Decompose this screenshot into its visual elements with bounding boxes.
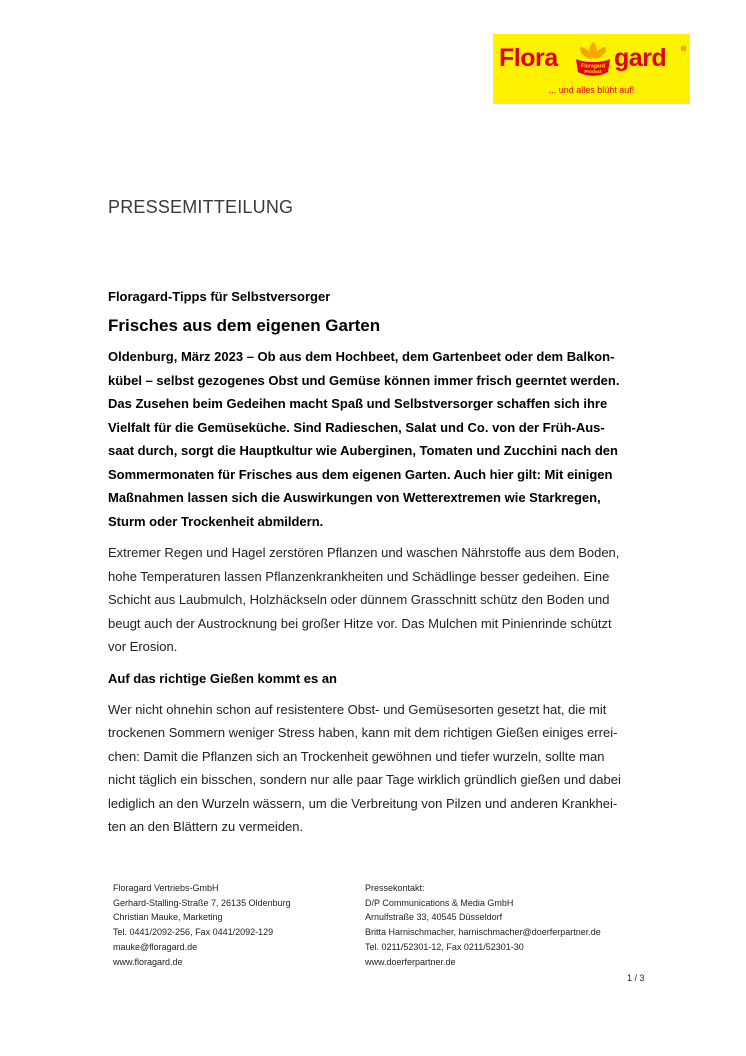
paragraph-line: vor Erosion. — [108, 639, 178, 654]
footer-email: mauke@floragard.de — [113, 941, 198, 952]
document-type-heading: PRESSEMITTEILUNG — [108, 197, 294, 217]
paragraph-line: chen: Damit die Pflanzen sich an Trockenheit gewöhnen und tiefer wurzeln, sollte man — [108, 748, 605, 764]
paragraph-line: Wer nicht ohnehin schon auf resistentere Obst- und Gemüsesorten gesetzt hat, die mit — [108, 701, 607, 717]
lead-line: Maßnahmen lassen sich die Auswirkungen von Wetterextremen wie Starkregen, — [108, 490, 601, 505]
footer-line: Arnulfstraße 33, 40545 Düsseldorf — [365, 912, 503, 923]
footer-line: Tel. 0211/52301-12, Fax 0211/52301-30 — [365, 941, 524, 952]
paragraph-line: trockenen Sommern weniger Stress haben, kann mit dem richtigen Gießen einiges errei- — [108, 725, 618, 740]
footer-line: D/P Communications & Media GmbH — [365, 897, 514, 908]
footer-press-contact — [365, 881, 601, 969]
article-headline: Frisches aus dem eigenen Garten — [108, 316, 381, 335]
body-paragraph-weather — [108, 541, 643, 659]
footer-company-contact — [113, 881, 291, 969]
lead-line: Oldenburg, März 2023 – Ob aus dem Hochbeet, dem Gartenbeet oder dem Balkon- — [108, 349, 615, 364]
body-paragraph-watering — [108, 698, 643, 839]
article-kicker: Floragard-Tipps für Selbstversorger — [108, 289, 331, 304]
footer-line: Tel. 0441/2092-256, Fax 0441/2092-129 — [113, 927, 274, 938]
floragard-logo — [493, 34, 690, 104]
paragraph-line: hohe Temperaturen lassen Pflanzenkrankheiten und Schädlinge besser gedeihen. Eine — [108, 568, 610, 584]
footer-line: Gerhard-Stalling-Straße 7, 26135 Oldenburg — [113, 897, 291, 908]
footer-line: Pressekontakt: — [365, 883, 425, 893]
registered-mark: ® — [681, 46, 687, 53]
footer-line: Floragard Vertriebs-GmbH — [113, 883, 219, 893]
lead-line: Das Zusehen beim Gedeihen macht Spaß und Selbstversorger schaffen sich ihre — [108, 396, 608, 411]
lead-line: kübel – selbst gezogenes Obst und Gemüse können immer frisch geerntet werden. — [108, 372, 620, 388]
emblem-text-product: Product — [584, 69, 602, 74]
lead-line: Vielfalt für die Gemüseküche. Sind Radieschen, Salat und Co. von der Früh-Aus- — [108, 419, 605, 435]
paragraph-line: beugt auch der Austrocknung bei großer Hitze vor. Das Mulchen mit Pinienrinde schützt — [108, 615, 612, 631]
flower-emblem-icon — [574, 39, 612, 79]
paragraph-line: ten an den Blättern zu vermeiden. — [108, 819, 304, 834]
page-number: 1 / 3 — [627, 973, 645, 983]
logo-tagline: ... und alles blüht auf! — [548, 85, 635, 95]
footer-line: Britta Harnischmacher, harnischmacher@doerferpartner.de — [365, 927, 601, 938]
emblem-text-brand: Floragard — [581, 63, 605, 70]
paragraph-line: Extremer Regen und Hagel zerstören Pflanzen und waschen Nährstoffe aus dem Boden, — [108, 545, 620, 560]
article-body — [108, 289, 643, 839]
paragraph-line: lediglich an den Wurzeln wässern, um die Verbreitung von Pilzen und anderen Krankhei- — [108, 795, 618, 811]
footer-website: www.doerferpartner.de — [365, 956, 456, 967]
logo-word-flora: Flora — [499, 44, 558, 72]
section-subheading: Auf das richtige Gießen kommt es an — [108, 670, 337, 686]
logo-word-gard: gard — [614, 44, 667, 72]
footer-website: www.floragard.de — [113, 956, 183, 967]
footer-line: Christian Mauke, Marketing — [113, 912, 223, 923]
lead-line: Sommermonaten für Frisches aus dem eigenen Garten. Auch hier gilt: Mit einigen — [108, 466, 613, 482]
lead-line: saat durch, sorgt die Hauptkultur wie Auberginen, Tomaten und Zucchini nach den — [108, 443, 618, 458]
paragraph-line: Schicht aus Laubmulch, Holzhäckseln oder dünnem Grasschnitt schütz den Boden und — [108, 592, 610, 607]
lead-line: Sturm oder Trockenheit abmildern. — [108, 513, 324, 529]
lead-paragraph — [108, 345, 643, 533]
paragraph-line: nicht täglich ein bisschen, sondern nur alle paar Tage wirklich gründlich gießen und dabei — [108, 772, 621, 787]
